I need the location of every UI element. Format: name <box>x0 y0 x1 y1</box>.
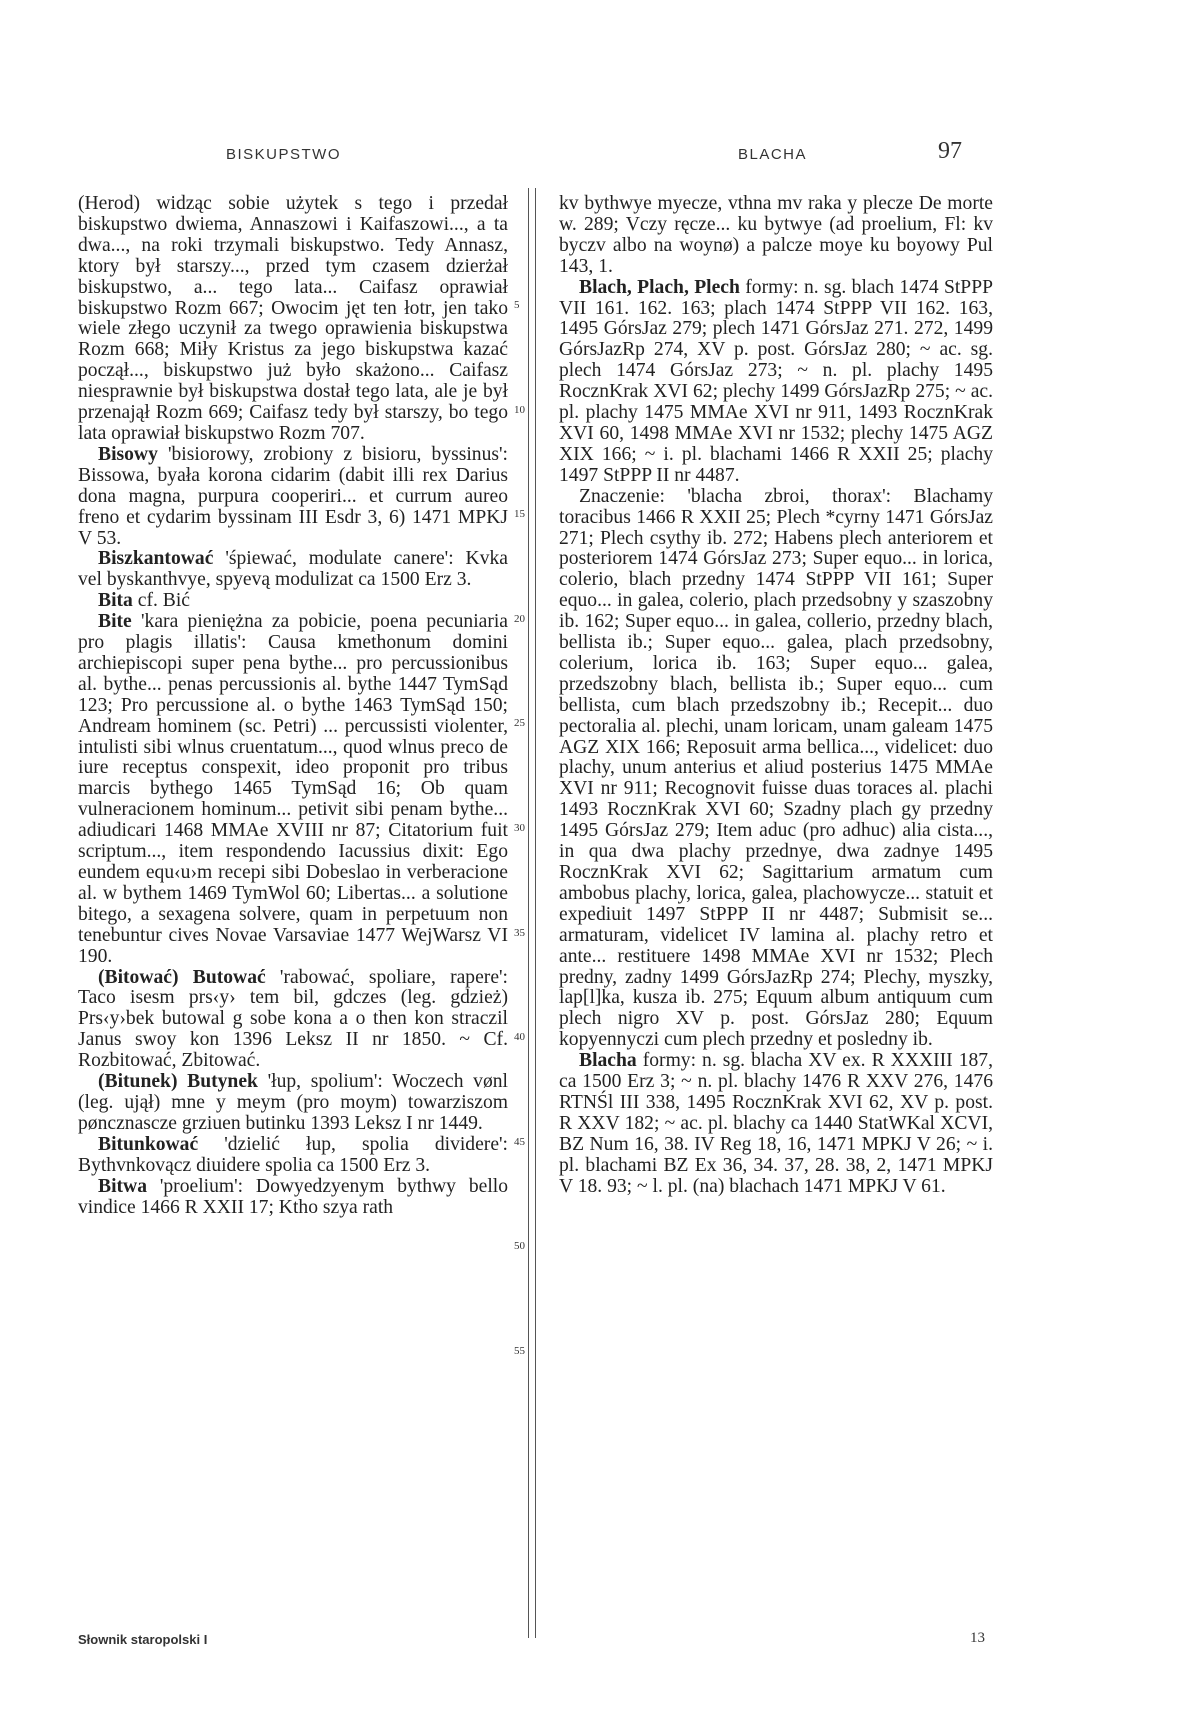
entry-headword: Blach, Plach, Plech <box>579 276 740 298</box>
footer-signature: 13 <box>970 1630 985 1646</box>
entry-text: 'śpiewać, modulate canere': Kvka vel byskanthvye, spyevą modulizat ca 1500 Erz 3. <box>78 548 508 591</box>
dictionary-entry <box>78 549 508 591</box>
left-column <box>78 194 508 1218</box>
entry-text: 'kara pieniężna za pobicie, poena pecuniaria pro plagis illatis': Causa kmethonum domini archiepiscopi super pena bythe... pro percussionibus al. bythe... penas percussionis al. bythe 1447 TymSąd 123; Pro percussione al. o bythe 1463 TymSąd 150; Andream hominem (sc. Petri) ... percussisti violenter, intulisti sibi wlnus cruentatum..., quod wlnus preco de iure receptus conspexit, ideo proponit pro tribus marcis bythego 1465 TymSąd 16; Ob quam vulneracionem hominum... petivit sibi penam bythe... adiudicari 1468 MMAe XVIII nr 87; Citatorium fuit scriptum..., item respondendo Iacussius dixit: Ego eundem equ‹u›m recepi sibi Dobeslao in verberacione al. w bythem 1469 TymWol 60; Libertas... a solutione bitego, a sexagena solvere, quam in perpetuum non tenebuntur cives Novae Varsaviae 1477 WejWarsz VI 190. <box>78 611 509 967</box>
line-number: 35 <box>514 926 525 939</box>
page-number: 97 <box>938 138 962 164</box>
footer-title: Słownik staropolski I <box>78 1632 208 1647</box>
line-number: 55 <box>514 1345 525 1357</box>
column-divider-left <box>528 188 529 1638</box>
line-number: 30 <box>514 822 525 834</box>
entry-text: 'rabować, spoliare, rapere': Taco isesm prs‹y› tem bil, gdczes (leg. gdzież) Prs‹y›bek butowal g sobe kona a o then kon straczil Janus swoy kon 1396 Leksz II nr 1850. ~ Cf. Rozbitować, Zbitować. <box>78 966 508 1072</box>
right-column <box>559 194 993 1198</box>
running-head-center: BLACHA <box>738 146 808 163</box>
line-number: 25 <box>514 717 525 730</box>
line-number: 5 <box>514 299 520 311</box>
dictionary-entry <box>78 1135 508 1177</box>
dictionary-entry <box>78 445 508 550</box>
dictionary-entry <box>78 1177 508 1219</box>
dictionary-entry <box>559 487 993 1051</box>
entry-text: 'łup, spolium': Woczech vønl (leg. ujął) mne y meym (pro moym) towarziszom pønсznasсze grziuen butinku 1393 Leksz I nr 1449. <box>78 1071 508 1134</box>
dictionary-entry <box>559 278 993 487</box>
entry-text: formy: n. sg. blacha XV ex. R XXXIII 187, ca 1500 Erz 3; ~ n. pl. blachy 1476 R XXV 276, 1476 RTNŚl III 338, 1495 RocznKrak XVI 62, XV p. post. R XXV 182; ~ ac. pl. blachy ca 1440 StatWKal XCVI, BZ Num 16, 38. IV Reg 18, 16, 1471 MPKJ V 26; ~ i. pl. blachami BZ Ex 36, 34. 37, 28. 38, 2, 1471 MPKJ V 18. 93; ~ l. pl. (na) blachach 1471 MPKJ V 61. <box>559 1050 993 1197</box>
dictionary-entry <box>78 194 508 445</box>
entry-text: Znaczenie: 'blacha zbroi, thorax': Blachamy toracibus 1466 R XXII 25; Plech *cyrny 1471 GórsJaz 271; Plech csythy ib. 272; Habens plech anteriorem et posteriorem 1474 GórsJaz 273; Super equo... in lorica, colerio, blach przedny 1474 StPPP VII 161; Super equo... in galea, colerio, plach przedsobny y szaszobny ib. 162; Super equo... in galea, collerio, przedny blach, bellista ib.; Super equo... galea, plach przedsobny, colerium, lorica ib. 163; Super equo... galea, przedszobny blach, bellista ib.; Super equo... cum bellista, cum blach przedszobny ib.; Recepit... duo pectoralia al. plechi, unam loricam, unam galeam 1475 AGZ XIX 166; Reposuit arma bellica..., videlicet: duo plachy, unum anterius et aliud posterius 1475 MMAe XVI nr 911; Recognovit fuisse duas toraces al. plachi 1493 RocznKrak XVI 60; Szadny plach gy przedny 1495 GórsJaz 279; Item aduc (pro adhuc) alia cista..., in qua dwa plachy przednye, dwa zadnye 1495 RocznKrak XVI 62; Sagittarium armatum cum ambobus plachy, lorica, galea, plachowycze... statuit et expediuit 1497 StPPP II nr 4487; Submisit se... armaturam, videlicet IV lamina al. plachy retro et ante... restituere 1498 MMAe XVI nr 1532; Plech predny, zadny 1499 GórsJazRp 274; Plechy, myszky, lap[l]ka, kusza ib. 275; Equum album antiquum cum plech nigro XV p. post. GórsJaz 280; Equum kopyennyczi cum plech przedny et posledny ib. <box>559 485 993 1051</box>
dictionary-entry <box>559 1051 993 1197</box>
entry-headword: (Bitować) Butować <box>98 966 266 988</box>
dictionary-entry <box>78 968 508 1073</box>
dictionary-entry <box>78 612 508 967</box>
entry-text: 'dzielić łup, spolia dividere': Bythvnkovącz diuidere spolia ca 1500 Erz 3. <box>78 1133 508 1176</box>
entry-text: formy: n. sg. blach 1474 StPPP VII 161. 162. 163; plach 1474 StPPP VII 162. 163, 1495 GórsJaz 279; plech 1471 GórsJaz 271. 272, 1499 GórsJazRp 274, XV p. post. GórsJaz 280; ~ ac. sg. plech 1474 GórsJaz 273; ~ n. pl. plachy 1495 RocznKrak XVI 62; plechy 1499 GórsJazRp 275; ~ ac. pl. plachy 1475 MMAe XVI nr 911, 1493 RocznKrak XVI 60, 1498 MMAe XVI nr 1532; plechy 1475 AGZ XIX 166; ~ i. pl. blachami 1466 R XXII 25; plachy 1497 StPPP II nr 4487. <box>559 276 993 486</box>
line-number: 40 <box>514 1031 525 1044</box>
entry-headword: Bitwa <box>98 1175 147 1197</box>
line-number: 20 <box>514 612 525 625</box>
line-number: 50 <box>514 1240 525 1253</box>
dictionary-entry <box>559 194 993 278</box>
dictionary-entry <box>78 1072 508 1135</box>
line-number: 15 <box>514 508 525 521</box>
entry-headword: Blacha <box>579 1050 637 1072</box>
entry-headword: Bisowy <box>98 443 158 465</box>
column-divider-right <box>535 188 536 1638</box>
entry-headword: Bite <box>98 611 132 633</box>
entry-text: cf. Bić <box>137 590 190 612</box>
entry-headword: Bitunkować <box>98 1133 199 1155</box>
running-head-left: BISKUPSTWO <box>226 146 342 163</box>
entry-headword: Bita <box>98 590 133 612</box>
line-number: 45 <box>514 1135 525 1148</box>
entry-headword: Biszkantować <box>98 548 214 570</box>
entry-text: kv bythwye myecze, vthna mv raka y plecze De morte w. 289; Vczy ręcze... ku bytwye (ad proelium, Fl: kv byczv albo na woynø) a palcze moye ku boyowy Pul 143, 1. <box>559 193 993 277</box>
entry-text: 'bisiorowy, zrobiony z bisioru, byssinus': Bissowa, byała korona cidarim (dabit illi rex Darius dona magna, purpura cooperiri... et currum aureo freno et cydarim byssinam III Esdr 3, 6) 1471 MPKJ V 53. <box>78 443 509 549</box>
dictionary-entry <box>78 591 508 612</box>
entry-text: 'proelium': Dowyedzyenym bythwy bello vindice 1466 R XXII 17; Ktho szya rath <box>78 1175 509 1218</box>
entry-text: (Herod) widząc sobie użytek s tego i przedał biskupstwo dwiema, Annaszowi i Kaifaszowi..., a ta dwa..., na roki trzymali biskupstwo. Tedy Annasz, ktory był starszy..., przed tym czasem dzierżał biskupstwo, a... tego lata... Caifasz oprawiał biskupstwo Rozm 667; Owocim jęt ten łotr, jen tako wiele złego uczynił za twego oprawienia biskupstwa Rozm 668; Miły Kristus za jego biskupstwa kazać począł..., biskupstwo już było skażono... Caifasz niesprawnie był biskupstwa dostał tego lata, ale je był przenajął Rozm 669; Caifasz tedy był starszy, bo tego lata oprawiał biskupstwo Rozm 707. <box>78 193 508 444</box>
entry-headword: (Bitunek) Butynek <box>98 1071 258 1093</box>
line-number: 10 <box>514 403 525 416</box>
